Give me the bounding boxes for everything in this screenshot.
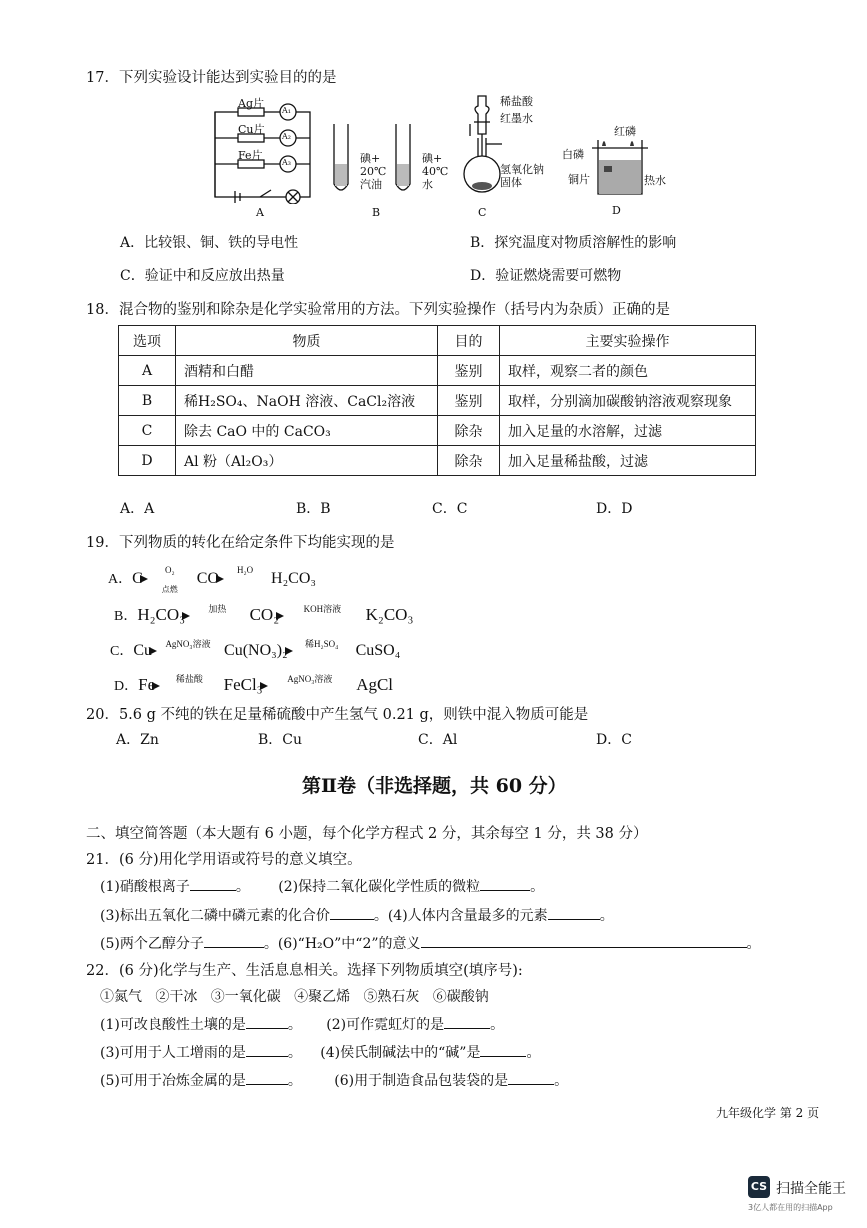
q19-c-s1: Cu [133, 642, 153, 659]
q19-c-s3: CuSO₄ [355, 642, 401, 659]
row-operation: 加入足量的水溶解，过滤 [500, 416, 756, 446]
q19-a-cond1: O₂ [164, 565, 175, 576]
q19-d-label: D． [114, 679, 139, 694]
q18-answer-d: D．D [596, 501, 633, 517]
q19-b-cond1: 加热 [208, 604, 227, 615]
q22-blank5[interactable] [246, 1072, 288, 1085]
q19-c-label: C． [110, 644, 134, 659]
row-option: D [119, 446, 176, 476]
q21-line2: (3)标出五氧化二磷中磷元素的化合价 。(4)人体内含量最多的元素 。 [100, 908, 614, 924]
section2-heading: 二、填空简答题（本大题有 6 小题，每个化学方程式 2 分，其余每空 1 分，共 38 分） [86, 826, 648, 842]
q17-stem: 17．下列实验设计能达到实验目的的是 [86, 70, 337, 86]
row-substance: 稀H₂SO₄、NaOH 溶液、CaCl₂溶液 [176, 386, 438, 416]
row-option: B [119, 386, 176, 416]
q21-item6: (6)“H₂O”中“2”的意义 [277, 936, 421, 952]
q19-b-s3: K₂CO₃ [365, 605, 414, 624]
q21-item3: (3)标出五氧化二磷中磷元素的化合价 [100, 908, 330, 924]
ammeter-a3: A₃ [282, 158, 291, 167]
q22-line3: (5)可用于冶炼金属的是 。 (6)用于制造食品包装袋的是 。 [100, 1073, 569, 1089]
diagram-c-label: C [478, 206, 487, 219]
q21-blank4[interactable] [548, 907, 600, 920]
page-footer: 九年级化学 第 2 页 [716, 1106, 820, 1120]
q19-d-s1: Fe [138, 675, 156, 694]
q21-item2: (2)保持二氧化碳化学性质的微粒 [278, 879, 481, 895]
q19-b-s2: CO₂ [249, 605, 280, 624]
q22-q3: (3)可用于人工增雨的是 [100, 1045, 246, 1061]
q19-b-s1: H₂CO₃ [137, 605, 186, 624]
q22-line2: (3)可用于人工增雨的是 。 (4)侯氏制碱法中的“碱”是 。 [100, 1045, 541, 1061]
q22-line1: (1)可改良酸性土壤的是 。 (2)可作霓虹灯的是 。 [100, 1017, 505, 1033]
row-substance: 酒精和白醋 [176, 356, 438, 386]
q19-option-a [108, 565, 316, 595]
q19-a-s2: CO [196, 570, 220, 587]
q19-a-s3: H₂CO₃ [271, 570, 316, 587]
white-phosphorus-label: 白磷 [562, 148, 584, 161]
q22-q4: (4)侯氏制碱法中的“碱”是 [320, 1045, 481, 1061]
cu-strip-label: Cu片 [238, 123, 265, 136]
row-operation: 加入足量稀盐酸，过滤 [500, 446, 756, 476]
q19-option-d [114, 675, 393, 695]
table-header-row [119, 326, 756, 356]
q18-answer-a: A．A [120, 501, 155, 517]
q18-answer-b: B．B [296, 501, 331, 517]
q21-blank1[interactable] [190, 878, 236, 891]
q18-stem: 18．混合物的鉴别和除杂是化学实验常用的方法。下列实验操作（括号内为杂质）正确的是 [86, 302, 670, 318]
app-name: 扫描全能王 [776, 1181, 846, 1197]
table-row [119, 386, 756, 416]
q19-c-s2: Cu(NO₃)₂ [224, 642, 288, 659]
q22-item-dry-ice: ②干冰 [155, 989, 198, 1005]
table-row [119, 356, 756, 386]
row-substance: 除去 CaO 中的 CaCO₃ [176, 416, 438, 446]
dilute-hcl-label: 稀盐酸 [500, 95, 533, 108]
q21-line3: (5)两个乙醇分子 。(6)“H₂O”中“2”的意义 。 [100, 936, 761, 952]
q19-b-cond2: KOH溶液 [303, 604, 342, 615]
q22-blank1[interactable] [246, 1016, 288, 1029]
q20-option-c: C．Al [418, 732, 458, 748]
q22-q2: (2)可作霓虹灯的是 [326, 1017, 445, 1033]
q19-c-cond2: 稀H₂SO₄ [304, 639, 339, 650]
row-substance: Al 粉（Al₂O₃） [176, 446, 438, 476]
q22-blank4[interactable] [480, 1044, 526, 1057]
q22-stem: 22．(6 分)化学与生产、生活息息相关。选择下列物质填空(填序号): [86, 963, 523, 979]
copper-plate-label: 铜片 [568, 173, 590, 186]
diagram-d-label: D [612, 204, 621, 217]
q19-a-cond2: H₂O [236, 565, 254, 576]
tube2-label: 碘+ 40℃ 水 [422, 152, 449, 191]
q17-option-c: C．验证中和反应放出热量 [120, 268, 285, 284]
q20-option-a: A．Zn [116, 732, 159, 748]
tube1-label: 碘+ 20℃ 汽油 [360, 152, 387, 191]
q19-stem: 19．下列物质的转化在给定条件下均能实现的是 [86, 535, 395, 551]
q20-stem: 20．5.6 g 不纯的铁在足量稀硫酸中产生氢气 0.21 g，则铁中混入物质可能是 [86, 707, 589, 723]
header-operation: 主要实验操作 [500, 326, 756, 356]
q19-d-s2: FeCl₃ [223, 675, 263, 694]
row-purpose: 鉴别 [438, 356, 500, 386]
q19-d-cond2: AgNO₃溶液 [287, 674, 333, 685]
q22-blank6[interactable] [508, 1072, 554, 1085]
q22-q1: (1)可改良酸性土壤的是 [100, 1017, 246, 1033]
q20-option-b: B．Cu [258, 732, 303, 748]
row-purpose: 除杂 [438, 446, 500, 476]
part2-title: 第Ⅱ卷（非选择题，共 60 分） [302, 775, 567, 797]
q22-item-sodium-carbonate: ⑥碳酸钠 [432, 989, 489, 1005]
q21-stem: 21．(6 分)用化学用语或符号的意义填空。 [86, 852, 362, 868]
q19-a-label: A． [108, 572, 133, 587]
header-option: 选项 [119, 326, 176, 356]
q18-table [118, 325, 756, 476]
q19-option-b [114, 605, 413, 625]
ag-strip-label: Ag片 [238, 97, 264, 110]
diagram-b-label: B [372, 206, 381, 219]
q21-blank3[interactable] [330, 907, 374, 920]
header-purpose: 目的 [438, 326, 500, 356]
naoh-label: 氢氧化钠 固体 [500, 163, 544, 189]
app-tagline: 3亿人都在用的扫描App [748, 1203, 833, 1212]
row-purpose: 鉴别 [438, 386, 500, 416]
row-option: C [119, 416, 176, 446]
table-row [119, 416, 756, 446]
q21-blank2[interactable] [480, 878, 530, 891]
q22-items [100, 986, 489, 1006]
q22-q5: (5)可用于冶炼金属的是 [100, 1073, 246, 1089]
q22-item-nitrogen: ①氮气 [100, 989, 142, 1005]
red-phosphorus-label: 红磷 [614, 125, 636, 138]
q19-d-cond1: 稀盐酸 [175, 674, 203, 685]
q17-option-d: D．验证燃烧需要可燃物 [470, 268, 622, 284]
header-substance: 物质 [176, 326, 438, 356]
q19-a-cond1-bottom: 点燃 [161, 585, 178, 595]
q22-q6: (6)用于制造食品包装袋的是 [334, 1073, 509, 1089]
q22-blank3[interactable] [246, 1044, 288, 1057]
q21-blank6[interactable] [421, 935, 747, 948]
q22-item-slaked-lime: ⑤熟石灰 [363, 989, 420, 1005]
diagram-a-label: A [256, 206, 264, 219]
q19-c-cond1: AgNO₃溶液 [165, 639, 211, 650]
q22-item-polyethylene: ④聚乙烯 [294, 989, 351, 1005]
q21-item1: (1)硝酸根离子 [100, 879, 190, 895]
hot-water-label: 热水 [644, 174, 666, 187]
q19-option-c [110, 640, 400, 660]
row-option: A [119, 356, 176, 386]
row-operation: 取样，观察二者的颜色 [500, 356, 756, 386]
q21-item5: (5)两个乙醇分子 [100, 936, 204, 952]
red-ink-label: 红墨水 [500, 112, 533, 125]
q18-answer-c: C．C [432, 501, 468, 517]
q21-item4: (4)人体内含量最多的元素 [387, 908, 548, 924]
ammeter-a1: A₁ [282, 106, 291, 115]
row-operation: 取样，分别滴加碳酸钠溶液观察现象 [500, 386, 756, 416]
row-purpose: 除杂 [438, 416, 500, 446]
q20-option-d: D．C [596, 732, 632, 748]
ammeter-a2: A₂ [282, 132, 291, 141]
fe-strip-label: Fe片 [238, 149, 263, 162]
q19-d-s3: AgCl [356, 675, 394, 694]
table-row [119, 446, 756, 476]
q17-option-b: B．探究温度对物质溶解性的影响 [470, 235, 677, 251]
camscanner-logo-icon: CS [748, 1176, 770, 1198]
q21-blank5[interactable] [204, 935, 264, 948]
q21-line1: (1)硝酸根离子 。 (2)保持二氧化碳化学性质的微粒 。 [100, 879, 545, 895]
q19-a-s1: C [132, 570, 143, 587]
q19-b-label: B． [114, 609, 138, 624]
q22-blank2[interactable] [444, 1016, 490, 1029]
q17-option-a: A．比较银、铜、铁的导电性 [120, 235, 299, 251]
q22-item-co: ③一氧化碳 [210, 989, 281, 1005]
